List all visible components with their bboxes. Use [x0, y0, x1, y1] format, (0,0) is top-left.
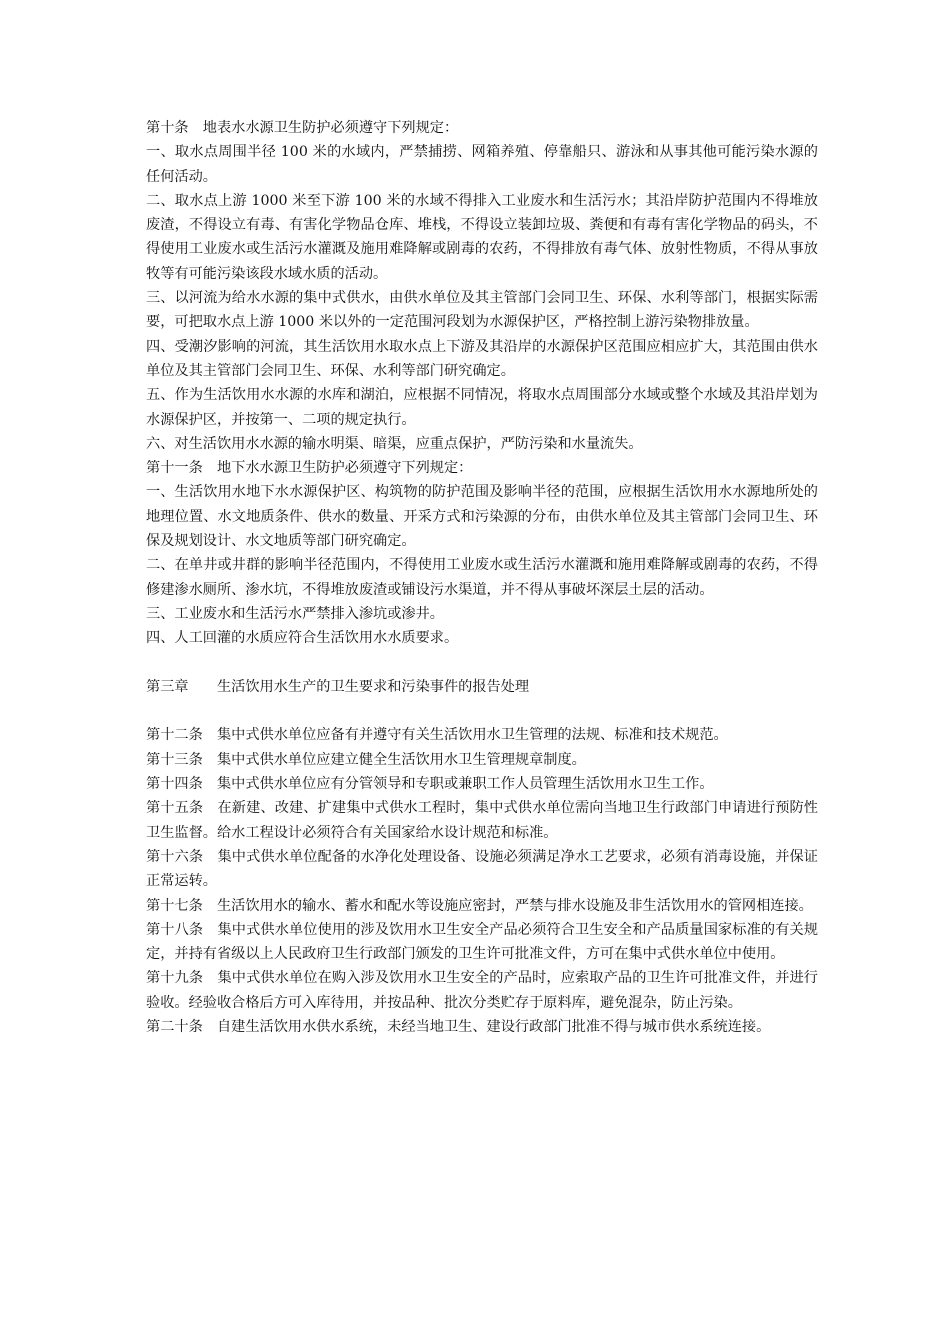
article-10-item-1: 一、取水点周围半径 100 米的水域内，严禁捕捞、网箱养殖、停靠船只、游泳和从事其他可能污染水源的任何活动。 — [146, 144, 818, 185]
article-18: 第十八条 集中式供水单位使用的涉及饮用水卫生安全产品必须符合卫生安全和产品质量国家标准的有关规定，并持有省级以上人民政府卫生行政部门颁发的卫生许可批准文件，方可在集中式供水单位中使用。 — [146, 921, 818, 963]
article-10-item-2: 二、取水点上游 1000 米至下游 100 米的水域不得排入工业废水和生活污水；其沿岸防护范围内不得堆放废渣，不得设立有毒、有害化学物品仓库、堆栈，不得设立装卸垃圾、粪便和有毒有害化学物品的码头，不得使用工业废水或生活污水灌溉及施用难降解或剧毒的农药，不得排放有毒气体、放射性物质，不得从事放牧等有可能污染该段水域水质的活动。 — [146, 192, 818, 282]
article-11-item-4: 四、人工回灌的水质应符合生活饮用水水质要求。 — [146, 630, 459, 647]
article-20: 第二十条 自建生活饮用水供水系统，未经当地卫生、建设行政部门批准不得与城市供水系统连接。 — [146, 1018, 771, 1035]
article-16: 第十六条 集中式供水单位配备的水净化处理设备、设施必须满足净水工艺要求，必须有消毒设施，并保证正常运转。 — [146, 848, 818, 890]
document-page — [146, 116, 818, 1039]
article-11-heading: 第十一条 地下水水源卫生防护必须遵守下列规定： — [146, 460, 473, 477]
article-11-item-3: 三、工业废水和生活污水严禁排入渗坑或渗井。 — [146, 605, 444, 622]
article-11-item-1: 一、生活饮用水地下水水源保护区、构筑物的防护范围及影响半径的范围，应根据生活饮用水水源地所处的地理位置、水文地质条件、供水的数量、开采方式和污染源的分布，由供水单位及其主管部门会同卫生、环保及规划设计、水文地质等部门研究确定。 — [146, 484, 818, 550]
article-10-item-4: 四、受潮汐影响的河流，其生活饮用水取水点上下游及其沿岸的水源保护区范围应相应扩大，其范围由供水单位及其主管部门会同卫生、环保、水利等部门研究确定。 — [146, 338, 818, 379]
article-13: 第十三条 集中式供水单位应建立健全生活饮用水卫生管理规章制度。 — [146, 751, 586, 768]
blank-line — [146, 651, 818, 675]
article-19: 第十九条 集中式供水单位在购入涉及饮用水卫生安全的产品时，应索取产品的卫生许可批准文件，并进行验收。经验收合格后方可入库待用，并按品种、批次分类贮存于原料库，避免混杂，防止污染。 — [146, 970, 818, 1011]
article-17: 第十七条 生活饮用水的输水、蓄水和配水等设施应密封，严禁与排水设施及非生活饮用水的管网相连接。 — [146, 897, 813, 914]
article-12: 第十二条 集中式供水单位应备有并遵守有关生活饮用水卫生管理的法规、标准和技术规范。 — [146, 727, 728, 744]
article-11-item-2: 二、在单井或井群的影响半径范围内，不得使用工业废水或生活污水灌溉和施用难降解或剧毒的农药，不得修建渗水厕所、渗水坑，不得堆放废渣或铺设污水渠道，并不得从事破坏深层土层的活动。 — [146, 557, 818, 598]
article-10-heading: 第十条 地表水水源卫生防护必须遵守下列规定： — [146, 120, 459, 136]
article-10-item-6: 六、对生活饮用水水源的输水明渠、暗渠，应重点保护，严防污染和水量流失。 — [146, 435, 643, 452]
article-10-item-3: 三、以河流为给水水源的集中式供水，由供水单位及其主管部门会同卫生、环保、水利等部门，根据实际需要，可把取水点上游 1000 米以外的一定范围河段划为水源保护区，严格控制上游污染物排放量。 — [146, 290, 818, 331]
chapter-heading: 第三章 生活饮用水生产的卫生要求和污染事件的报告处理 — [146, 678, 530, 695]
article-10-item-5: 五、作为生活饮用水水源的水库和湖泊，应根据不同情况，将取水点周围部分水域或整个水域及其沿岸划为水源保护区，并按第一、二项的规定执行。 — [146, 387, 818, 428]
blank-line — [146, 699, 818, 723]
article-15: 第十五条 在新建、改建、扩建集中式供水工程时，集中式供水单位需向当地卫生行政部门申请进行预防性卫生监督。给水工程设计必须符合有关国家给水设计规范和标准。 — [146, 800, 818, 841]
article-14: 第十四条 集中式供水单位应有分管领导和专职或兼职工作人员管理生活饮用水卫生工作。 — [146, 776, 714, 793]
